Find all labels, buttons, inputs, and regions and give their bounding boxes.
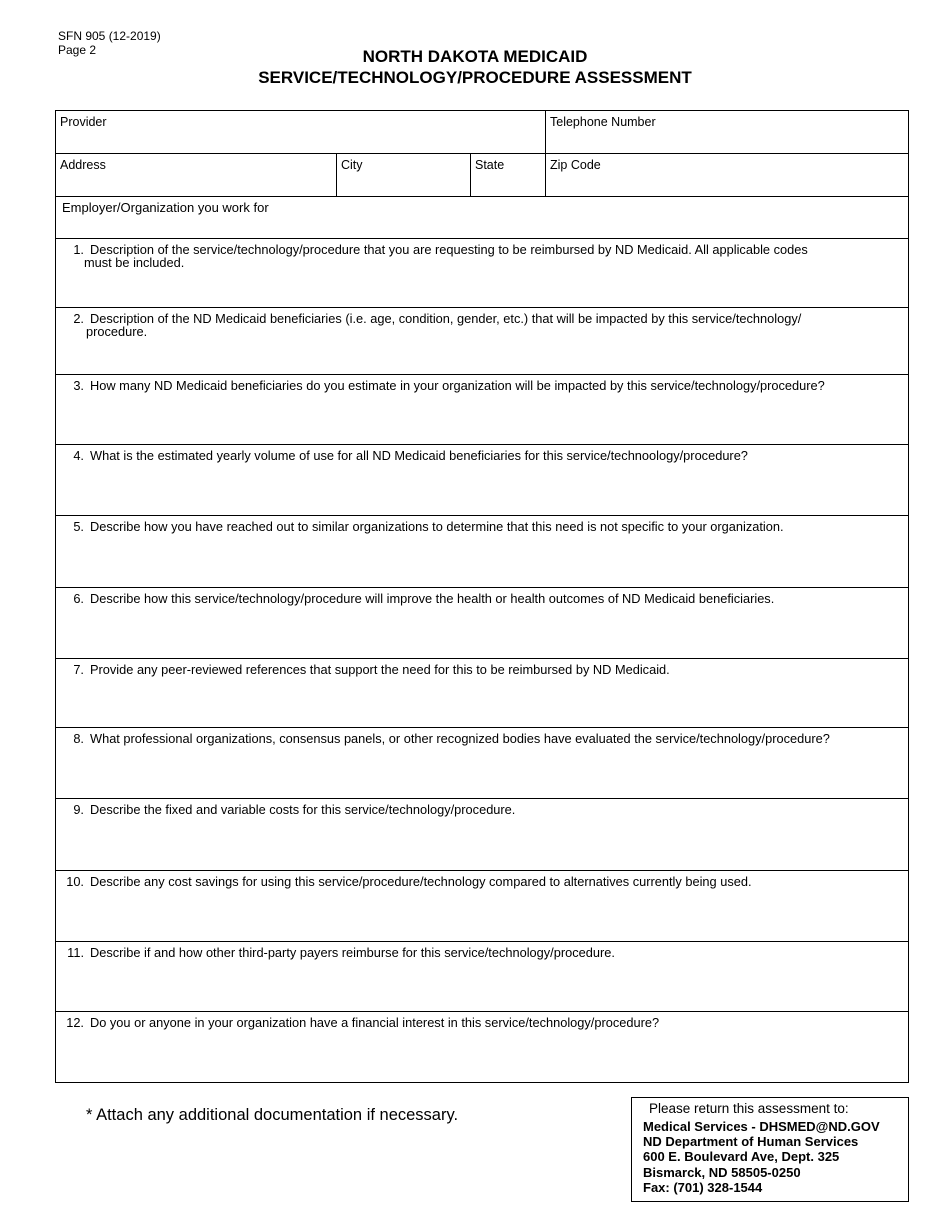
- page-title: [0, 46, 950, 88]
- address-field[interactable]: [56, 154, 336, 196]
- state-field[interactable]: [470, 154, 545, 196]
- return-line-fax: Fax: (701) 328-1544: [643, 1179, 763, 1195]
- question-4[interactable]: [56, 445, 908, 516]
- telephone-field[interactable]: [545, 111, 908, 153]
- return-line-street: 600 E. Boulevard Ave, Dept. 325: [643, 1149, 840, 1165]
- employer-row: [56, 197, 908, 239]
- question-9[interactable]: [56, 799, 908, 871]
- question-number: 3.: [73, 378, 84, 393]
- question-7[interactable]: [56, 659, 908, 728]
- question-text: Description of the ND Medicaid beneficiaries (i.e. age, condition, gender, etc.) that will be impacted by this service/technology/: [90, 311, 802, 326]
- question-number: 11.: [67, 945, 84, 960]
- return-label: Please return this assessment to:: [649, 1101, 849, 1116]
- question-5[interactable]: [56, 516, 908, 588]
- employer-label: Employer/Organization you work for: [62, 200, 269, 215]
- question-text: Description of the service/technology/procedure that you are requesting to be reimbursed by ND Medicaid. All applicable codes: [90, 242, 808, 257]
- question-number: 7.: [73, 662, 84, 677]
- question-text: How many ND Medicaid beneficiaries do you estimate in your organization will be impacted by this service/technology/procedure?: [90, 378, 825, 393]
- question-text: Describe any cost savings for using this service/procedure/technology compared to alternatives currently being used.: [90, 874, 752, 889]
- question-number: 2.: [73, 311, 84, 326]
- question-number: 8.: [73, 731, 84, 746]
- question-10[interactable]: [56, 871, 908, 942]
- zip-label: Zip Code: [550, 158, 601, 172]
- return-line-email: Medical Services - DHSMED@ND.GOV: [643, 1119, 880, 1134]
- question-1[interactable]: [56, 239, 908, 308]
- question-text: What professional organizations, consensus panels, or other recognized bodies have evaluated the service/technology/procedure?: [90, 731, 830, 746]
- question-text: Provide any peer-reviewed references that support the need for this to be reimbursed by ND Medicaid.: [90, 662, 670, 677]
- question-number: 10.: [66, 874, 84, 889]
- address-row: [56, 154, 908, 197]
- question-text: Describe the fixed and variable costs for this service/technology/procedure.: [90, 802, 516, 817]
- provider-field[interactable]: [56, 111, 545, 153]
- question-text-continued: must be included.: [84, 255, 185, 270]
- question-11[interactable]: [56, 942, 908, 1012]
- question-number: 9.: [73, 802, 84, 817]
- question-6[interactable]: [56, 588, 908, 659]
- telephone-label: Telephone Number: [550, 115, 656, 129]
- page-number: Page 2: [58, 43, 97, 57]
- question-number: 6.: [73, 591, 84, 606]
- question-12[interactable]: [56, 1012, 908, 1083]
- return-line-city: Bismarck, ND 58505-0250: [643, 1164, 801, 1180]
- question-text: Describe if and how other third-party payers reimburse for this service/technology/procedure.: [90, 945, 615, 960]
- question-text: What is the estimated yearly volume of use for all ND Medicaid beneficiaries for this service/technoology/procedure?: [90, 448, 748, 463]
- title-line-1: NORTH DAKOTA MEDICAID: [362, 47, 588, 66]
- return-line-department: ND Department of Human Services: [643, 1134, 859, 1150]
- question-number: 1.: [73, 242, 84, 257]
- state-label: State: [475, 158, 505, 172]
- title-line-2: SERVICE/TECHNOLOGY/PROCEDURE ASSESSMENT: [258, 68, 692, 87]
- question-text-continued: procedure.: [86, 324, 148, 339]
- employer-field[interactable]: [56, 197, 908, 238]
- city-field[interactable]: [336, 154, 470, 196]
- provider-label: Provider: [60, 115, 107, 129]
- assessment-form: [55, 110, 909, 1083]
- question-text: Describe how you have reached out to similar organizations to determine that this need is not specific to your organization.: [90, 519, 784, 534]
- return-address-box: [631, 1097, 909, 1202]
- question-text: Do you or anyone in your organization have a financial interest in this service/technology/procedure?: [90, 1015, 660, 1030]
- return-address: [643, 1119, 880, 1195]
- address-label: Address: [60, 158, 106, 172]
- zip-field[interactable]: [545, 154, 908, 196]
- provider-row: [56, 111, 908, 154]
- form-number: SFN 905 (12-2019): [58, 29, 161, 43]
- question-number: 5.: [73, 519, 84, 534]
- question-number: 4.: [73, 448, 84, 463]
- question-8[interactable]: [56, 728, 908, 799]
- city-label: City: [341, 158, 363, 172]
- question-text: Describe how this service/technology/procedure will improve the health or health outcomes of ND Medicaid beneficiaries.: [90, 591, 775, 606]
- question-number: 12.: [66, 1015, 84, 1030]
- attach-note: * Attach any additional documentation if necessary.: [86, 1106, 459, 1124]
- question-2[interactable]: [56, 308, 908, 375]
- question-3[interactable]: [56, 375, 908, 445]
